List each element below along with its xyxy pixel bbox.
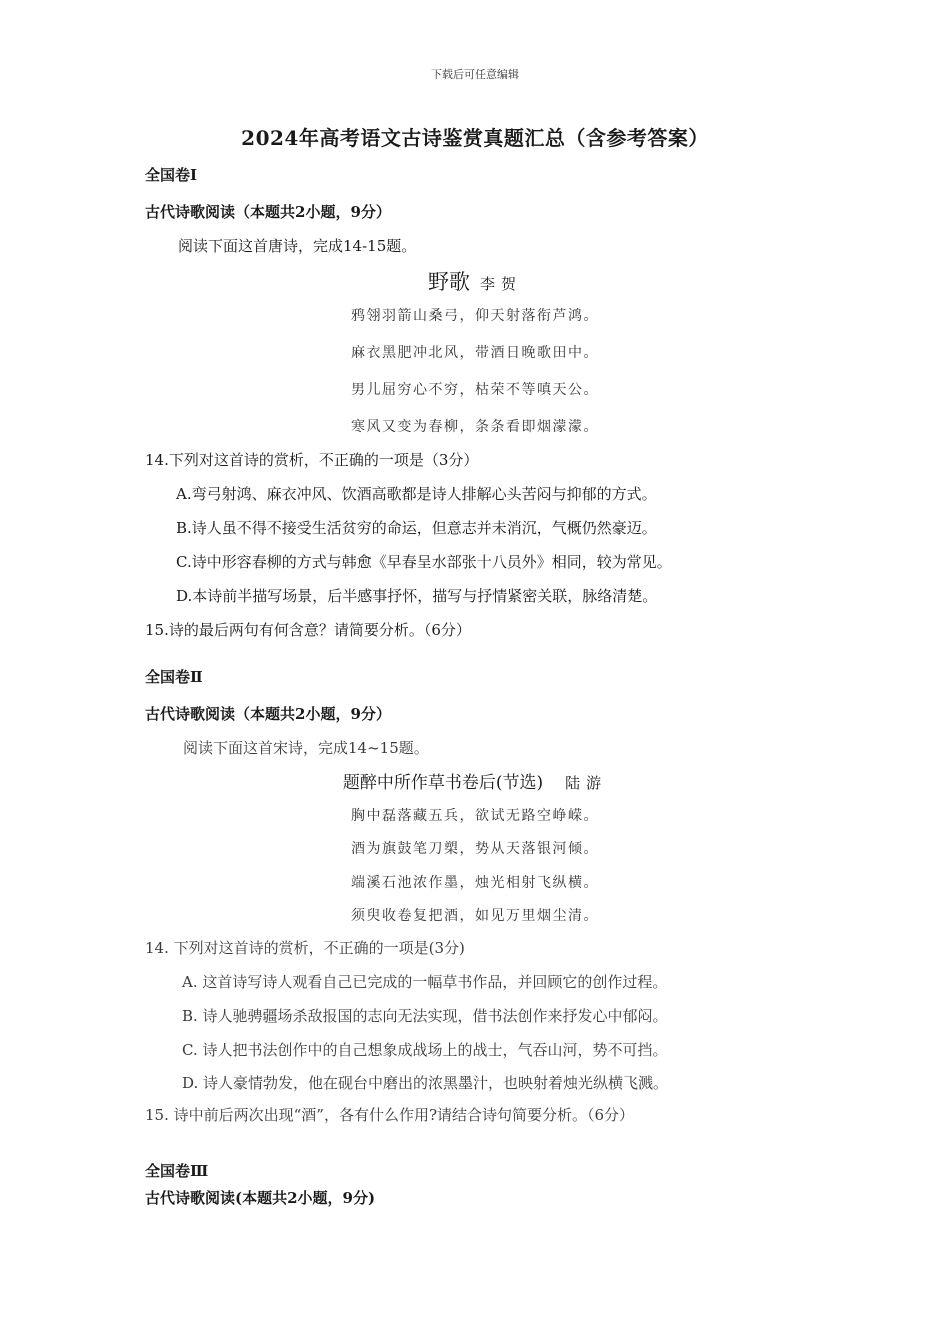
option-b: B. 诗人驰骋疆场杀敌报国的志向无法实现，借书法创作来抒发心中郁闷。 [182,1007,668,1025]
poem-line: 酒为旗鼓笔刀槊，势从天落银河倾。 [351,841,599,857]
option-c: C. 诗人把书法创作中的自己想象成战场上的战士，气吞山河，势不可挡。 [182,1041,668,1059]
header-note: 下载后可任意编辑 [431,68,519,81]
poem-line: 端溪石池浓作墨，烛光相射飞纵横。 [351,875,599,891]
option-a: A.弯弓射鸿、麻衣冲风、饮酒高歌都是诗人排解心头苦闷与抑郁的方式。 [176,485,657,503]
section-heading: 全国卷Ⅱ [145,668,203,686]
section-heading: 全国卷Ⅰ [145,166,198,184]
poem-line: 胸中磊落藏五兵，欲试无路空峥嵘。 [351,808,599,824]
poem-line: 须臾收卷复把酒，如见万里烟尘清。 [351,908,599,924]
instruction-text: 阅读下面这首唐诗，完成14-15题。 [178,237,417,255]
poem-line: 寒风又变为春柳，条条看即烟濛濛。 [351,419,599,435]
option-a: A. 这首诗写诗人观看自己已完成的一幅草书作品，并回顾它的创作过程。 [182,973,668,991]
poem-line: 麻衣黑肥冲北风，带酒日晚歌田中。 [351,345,599,361]
poem-line: 鸦翎羽箭山桑弓，仰天射落衔芦鸿。 [351,308,599,324]
poem-title: 野歌 [427,270,470,294]
section-subtitle: 古代诗歌阅读（本题共2小题，9分） [145,203,391,221]
option-b: B.诗人虽不得不接受生活贫穷的命运，但意志并未消沉，气概仍然豪迈。 [176,519,657,537]
instruction-text: 阅读下面这首宋诗，完成14~15题。 [183,739,429,757]
section-subtitle: 古代诗歌阅读（本题共2小题，9分） [145,705,391,723]
question-14: 14.下列对这首诗的赏析，不正确的一项是（3分） [145,451,479,469]
section-heading: 全国卷Ⅲ [145,1162,209,1180]
question-15: 15.诗的最后两句有何含意？请简要分析。（6分） [145,621,471,639]
poem-line: 男儿屈穷心不穷，枯荣不等嗔天公。 [351,382,599,398]
option-c: C.诗中形容春柳的方式与韩愈《早春呈水部张十八员外》相同，较为常见。 [176,553,672,571]
question-15: 15. 诗中前后两次出现“酒”，各有什么作用?请结合诗句简要分析。（6分） [145,1106,635,1124]
option-d: D. 诗人豪情勃发，他在砚台中磨出的浓黑墨汁，也映射着烛光纵横飞溅。 [182,1074,669,1092]
question-14: 14. 下列对这首诗的赏析，不正确的一项是(3分) [145,939,465,957]
section-subtitle: 古代诗歌阅读(本题共2小题，9分) [145,1189,376,1207]
poem-title: 题醉中所作草书卷后(节选) [342,773,544,793]
poem-heading [0,266,950,296]
poem-author: 陆游 [565,774,608,792]
poem-author: 李贺 [479,275,522,293]
option-d: D.本诗前半描写场景，后半感事抒怀，描写与抒情紧密关联，脉络清楚。 [176,587,658,605]
poem-heading [0,768,950,793]
page-title: 2024年高考语文古诗鉴赏真题汇总（含参考答案） [241,126,709,150]
